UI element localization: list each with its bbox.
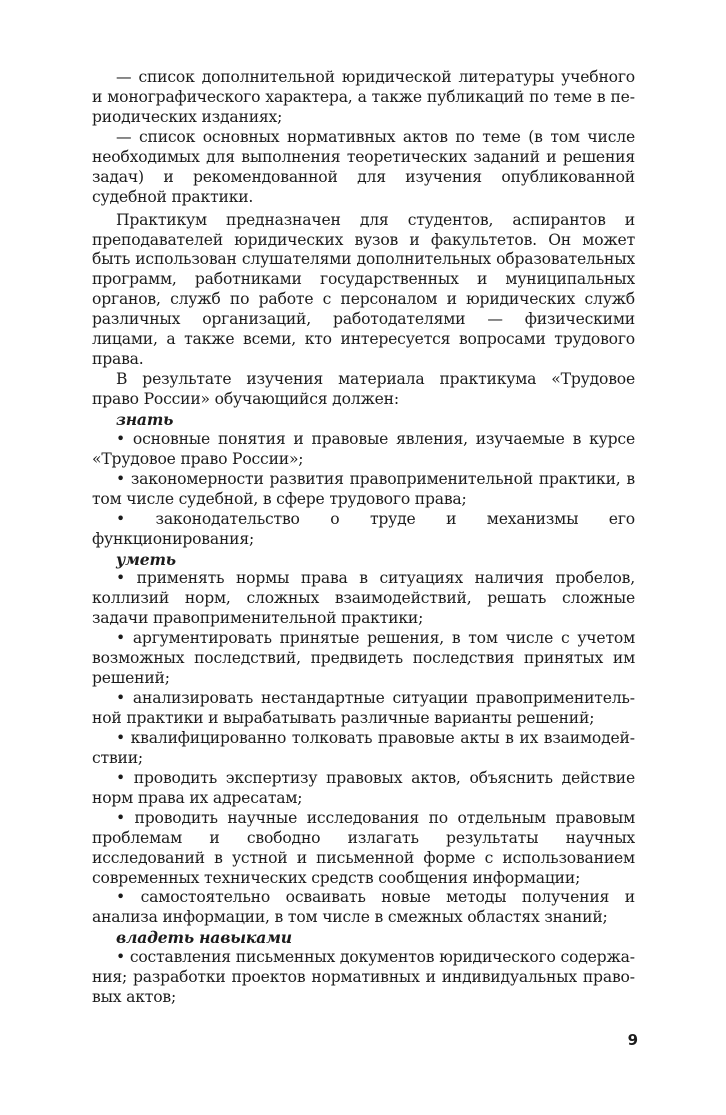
list-item-can: • проводить экспертизу правовых актов, объяснить действие норм права их адресатам;	[92, 768, 635, 807]
paragraph-normative-acts-list: — список основных нормативных актов по теме (в том числе необходимых для выполнения теоретических заданий и решения задач) и рекомендованной для изучения опубликованной судебной практики.	[92, 127, 635, 206]
heading-can: уметь	[116, 549, 176, 569]
list-item-know: • закономерности развития правоприменительной практики, в том числе судебной, в сфере трудового права;	[92, 469, 635, 508]
list-item-can: • анализировать нестандартные ситуации правоприменительной практики и вырабатывать различные варианты решений;	[92, 689, 635, 727]
paragraph-results-intro: В результате изучения материала практикума «Трудовое право России» обучающийся должен:	[92, 370, 635, 408]
list-item-can: • квалифицированно толковать правовые акты в их взаимодействии;	[92, 728, 635, 767]
paragraph-audience: Практикум предназначен для студентов, аспирантов и преподавателей юридических вузов и факультетов. Он может быть использован слушателями дополнительных образовательных программ, работниками государственных и муниципальных органов, служб по работе с персоналом и юридических служб различных организаций, работодателями — физическими лицами, а также всеми, кто интересуется вопросами трудового права.	[92, 210, 635, 369]
list-item-skills: • составления письменных документов юридического содержания; разработки проектов нормативных и индивидуальных правовых актов;	[92, 948, 635, 1007]
list-item-can: • аргументировать принятые решения, в том числе с учетом возможных последствий, предвидеть последствия принятых им решений;	[92, 629, 635, 688]
paragraph-literature-list: — список дополнительной юридической литературы учебного и монографического характера, а также публикаций по теме в периодических изданиях;	[92, 68, 635, 126]
page-number: 9	[627, 1031, 638, 1049]
list-item-can: • применять нормы права в ситуациях наличия пробелов, коллизий норм, сложных взаимодействий, решать сложные задачи правоприменительной практики;	[92, 569, 635, 628]
body-text	[92, 68, 635, 1008]
heading-know: знать	[116, 409, 174, 429]
list-item-know: • законодательство о труде и механизмы его функционирования;	[92, 509, 635, 548]
heading-skills: владеть навыками	[116, 928, 292, 948]
list-item-can: • проводить научные исследования по отдельным правовым проблемам и свободно излагать результаты научных исследований в устной и письменной форме с использованием современных технических средств сообщения информации;	[92, 808, 635, 887]
list-item-can: • самостоятельно осваивать новые методы получения и анализа информации, в том числе в смежных областях знаний;	[92, 888, 635, 927]
list-item-know: • основные понятия и правовые явления, изучаемые в курсе «Трудовое право России»;	[92, 429, 635, 468]
